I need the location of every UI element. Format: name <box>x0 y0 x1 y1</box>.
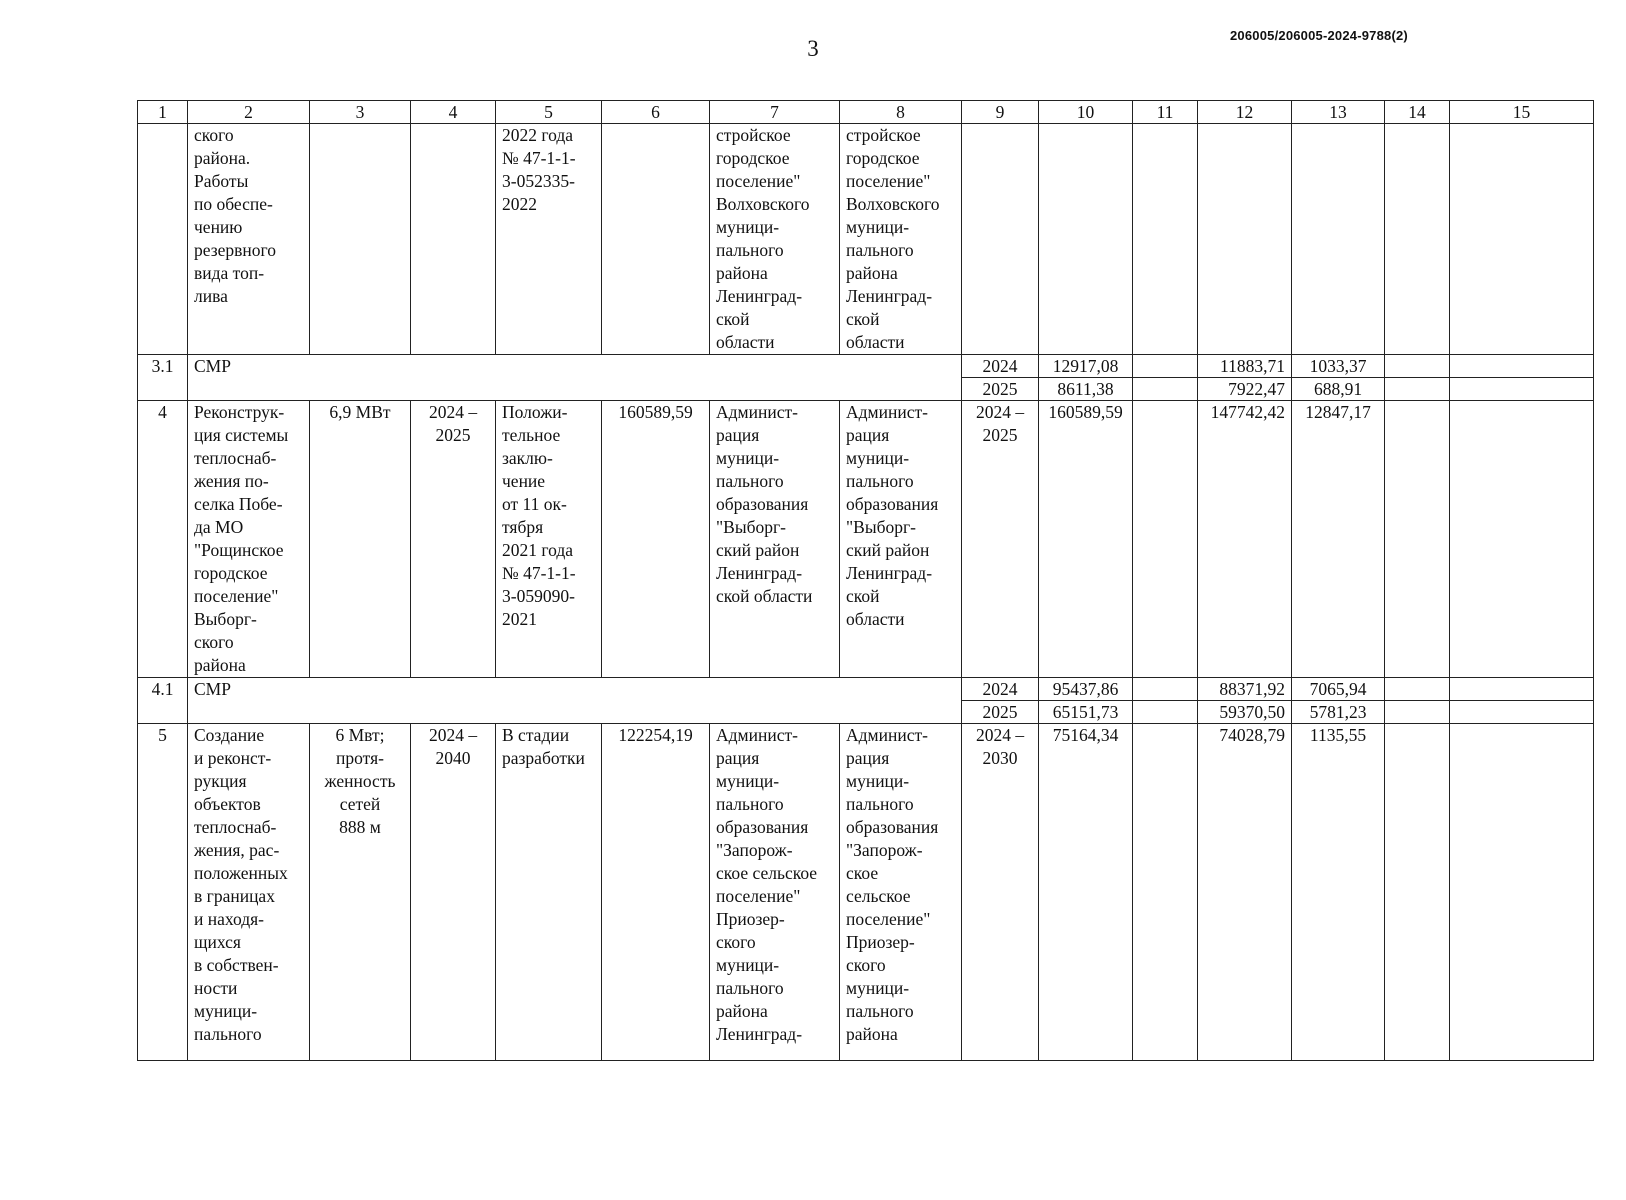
column-number: 2 <box>188 101 310 124</box>
cell: 2024 <box>962 355 1039 378</box>
cell: Админист- рация муници- пального образования "Запорож- ское сельское поселение" Приозер- ского муници- пального района Ленинград- <box>710 724 840 1061</box>
cell <box>1133 355 1198 378</box>
table-row <box>138 678 1594 701</box>
cell: 160589,59 <box>1039 401 1133 678</box>
cell: 2024 – 2030 <box>962 724 1039 1061</box>
cell <box>1450 355 1594 378</box>
cell: Реконструк- ция системы теплоснаб- жения по- селка Побе- да МО "Рощинское городское поселение" Выборг- ского района <box>188 401 310 678</box>
cell <box>1450 378 1594 401</box>
cell: 2022 года № 47-1-1- 3-052335- 2022 <box>496 124 602 355</box>
cell <box>1385 678 1450 701</box>
cell: 5 <box>138 724 188 1061</box>
cell <box>1385 401 1450 678</box>
cell <box>1133 401 1198 678</box>
cell: 74028,79 <box>1198 724 1292 1061</box>
cell: 6,9 МВт <box>310 401 411 678</box>
cell: Админист- рация муници- пального образования "Выборг- ский район Ленинград- ской области <box>840 401 962 678</box>
cell: 1135,55 <box>1292 724 1385 1061</box>
cell <box>310 124 411 355</box>
cell: 4 <box>138 401 188 678</box>
cell <box>1450 678 1594 701</box>
column-number: 9 <box>962 101 1039 124</box>
cell: 95437,86 <box>1039 678 1133 701</box>
column-number: 5 <box>496 101 602 124</box>
document-id: 206005/206005-2024-9788(2) <box>1230 28 1408 43</box>
cell <box>1385 701 1450 724</box>
column-number: 1 <box>138 101 188 124</box>
column-number: 15 <box>1450 101 1594 124</box>
column-number-row <box>138 101 1594 124</box>
cell <box>1450 701 1594 724</box>
cell: СМР <box>188 678 962 724</box>
cell <box>1133 678 1198 701</box>
cell <box>1385 378 1450 401</box>
cell: Админист- рация муници- пального образования "Запорож- ское сельское поселение" Приозер- ского муници- пального района <box>840 724 962 1061</box>
cell: Положи- тельное заклю- чение от 11 ок- тября 2021 года № 47-1-1- 3-059090- 2021 <box>496 401 602 678</box>
cell: 2024 – 2025 <box>962 401 1039 678</box>
cell: 59370,50 <box>1198 701 1292 724</box>
cell <box>1450 124 1594 355</box>
cell: 75164,34 <box>1039 724 1133 1061</box>
cell: 6 Мвт; протя- женность сетей 888 м <box>310 724 411 1061</box>
cell: 2024 – 2040 <box>411 724 496 1061</box>
cell: 8611,38 <box>1039 378 1133 401</box>
column-number: 10 <box>1039 101 1133 124</box>
cell <box>138 124 188 355</box>
cell <box>602 124 710 355</box>
cell <box>1133 124 1198 355</box>
cell: В стадии разработки <box>496 724 602 1061</box>
cell: 65151,73 <box>1039 701 1133 724</box>
cell: 1033,37 <box>1292 355 1385 378</box>
cell <box>1133 378 1198 401</box>
cell: 12847,17 <box>1292 401 1385 678</box>
cell <box>1133 701 1198 724</box>
cell: 2025 <box>962 701 1039 724</box>
column-number: 8 <box>840 101 962 124</box>
cell: 160589,59 <box>602 401 710 678</box>
cell: ского района. Работы по обеспе- чению резервного вида топ- лива <box>188 124 310 355</box>
cell <box>962 124 1039 355</box>
cell: СМР <box>188 355 962 401</box>
cell <box>1385 124 1450 355</box>
cell: 122254,19 <box>602 724 710 1061</box>
column-number: 13 <box>1292 101 1385 124</box>
table-row <box>138 355 1594 378</box>
table-row <box>138 124 1594 355</box>
cell: 4.1 <box>138 678 188 724</box>
cell <box>1385 355 1450 378</box>
cell: 688,91 <box>1292 378 1385 401</box>
column-number: 11 <box>1133 101 1198 124</box>
cell <box>1450 401 1594 678</box>
cell: 11883,71 <box>1198 355 1292 378</box>
table-row <box>138 724 1594 1061</box>
cell <box>1039 124 1133 355</box>
cell: Создание и реконст- рукция объектов теплоснаб- жения, рас- положенных в границах и находя- щихся в собствен- ности муници- пального <box>188 724 310 1061</box>
cell <box>1198 124 1292 355</box>
cell: стройское городское поселение" Волховского муници- пального района Ленинград- ской области <box>840 124 962 355</box>
table-row <box>138 401 1594 678</box>
column-number: 14 <box>1385 101 1450 124</box>
cell: 7922,47 <box>1198 378 1292 401</box>
cell <box>1133 724 1198 1061</box>
cell: 12917,08 <box>1039 355 1133 378</box>
cell: 88371,92 <box>1198 678 1292 701</box>
column-number: 6 <box>602 101 710 124</box>
cell <box>411 124 496 355</box>
cell: Админист- рация муници- пального образования "Выборг- ский район Ленинград- ской области <box>710 401 840 678</box>
cell: 7065,94 <box>1292 678 1385 701</box>
page-number: 3 <box>807 36 819 61</box>
cell <box>1385 724 1450 1061</box>
data-table <box>137 100 1594 1061</box>
cell: 2024 <box>962 678 1039 701</box>
column-number: 7 <box>710 101 840 124</box>
cell: 147742,42 <box>1198 401 1292 678</box>
column-number: 4 <box>411 101 496 124</box>
cell: 3.1 <box>138 355 188 401</box>
cell <box>1292 124 1385 355</box>
cell <box>1450 724 1594 1061</box>
cell: 5781,23 <box>1292 701 1385 724</box>
cell: 2024 – 2025 <box>411 401 496 678</box>
cell: 2025 <box>962 378 1039 401</box>
column-number: 12 <box>1198 101 1292 124</box>
column-number: 3 <box>310 101 411 124</box>
cell: стройское городское поселение" Волховского муници- пального района Ленинград- ской области <box>710 124 840 355</box>
